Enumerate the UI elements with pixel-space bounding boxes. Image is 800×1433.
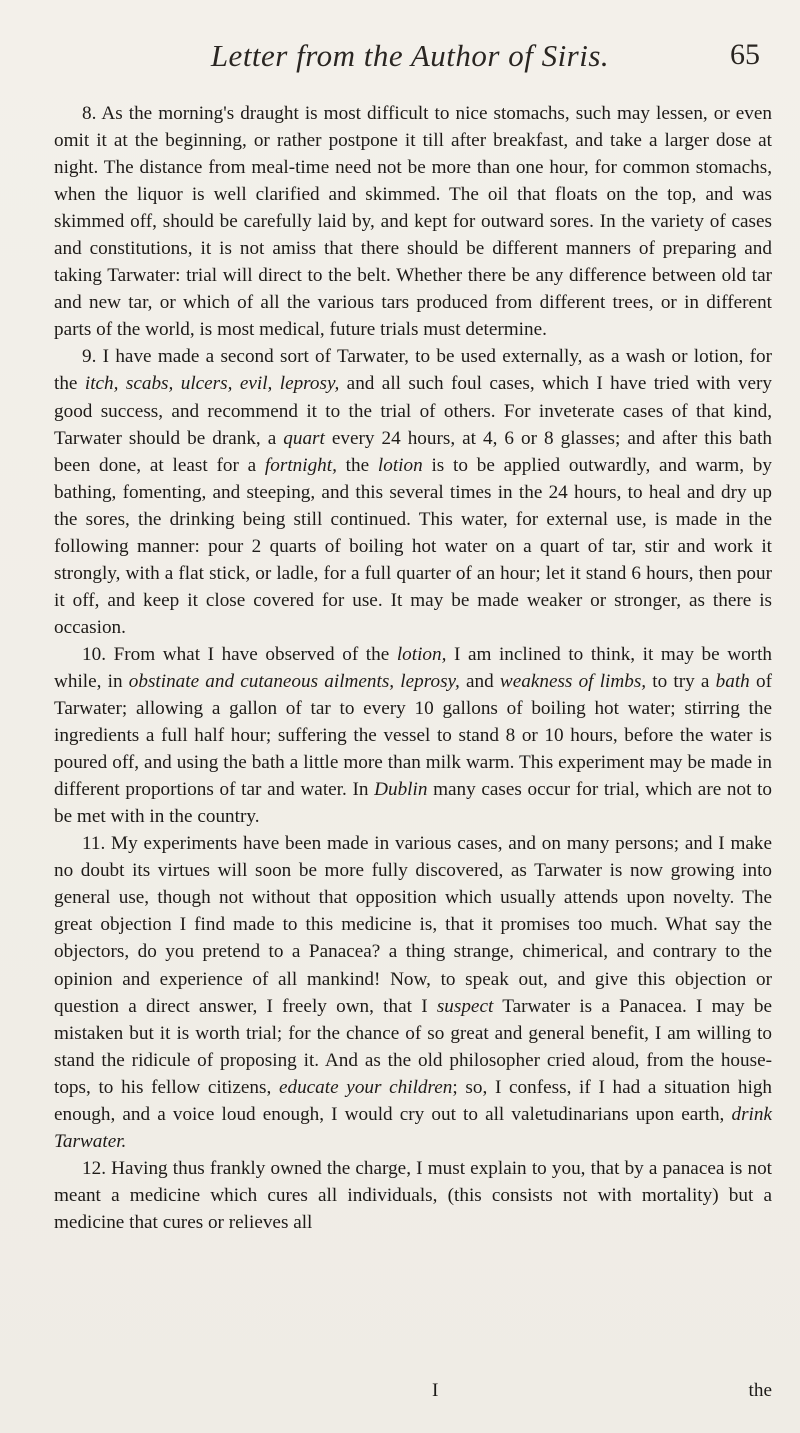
italic-text: lotion, bbox=[396, 643, 447, 665]
page-number: 65 bbox=[730, 38, 760, 71]
text-run: 9. I have made a second sort of Tarwater, to be used externally, as a wash or lotion, for the bbox=[54, 346, 772, 395]
text-run: many cases occur for trial, which are not to be met with in the country. bbox=[54, 779, 773, 828]
italic-text: lotion bbox=[377, 454, 423, 476]
italic-text: itch, scabs, ulcers, evil, leprosy, bbox=[84, 373, 340, 395]
running-title: Letter from the Author of Siris. bbox=[210, 38, 610, 73]
italic-text: quart bbox=[283, 427, 325, 449]
text-run: ; so, I confess, if I had a situation high enough, and a voice loud enough, I would cry out to all valetudinarians upon earth, bbox=[54, 1076, 773, 1125]
paragraph-p9 bbox=[54, 343, 772, 641]
italic-text: drink Tarwater. bbox=[54, 1103, 772, 1152]
text-run: of Tarwater; allowing a gallon of tar to every 10 gallons of boiling hot water; stirring the ingredients a full half hour; suffering the vessel to stand 8 or 10 hours, before the water is poured off, and using the bath a little more than milk warm. This experiment may be made in different proportions of tar and water. In bbox=[54, 670, 772, 801]
italic-text: suspect bbox=[436, 995, 494, 1017]
text-run: and all such foul cases, which I have tried with very good success, and recommend it to the trial of others. For inveterate cases of that kind, Tarwater should be drank, a bbox=[54, 373, 773, 449]
text-run: 11. My experiments have been made in various cases, and on many persons; and I make no doubt its virtues will soon be more fully discovered, as Tarwater is now growing into general use, though not without that opposition which usually attends upon novelty. The great objection I find made to this medicine is, that it promises too much. What say the objectors, do you pretend to a Panacea? a thing strange, chimerical, and contrary to the opinion and experience of all mankind! Now, to speak out, and give this objection or question a direct answer, I freely own, that I bbox=[54, 833, 772, 1017]
page-footer bbox=[54, 1380, 772, 1410]
italic-text: bath bbox=[715, 670, 750, 692]
text-run: to try a bbox=[646, 670, 716, 692]
body-text bbox=[54, 100, 772, 1236]
italic-text: obstinate and cutaneous ailments, leprosy, bbox=[128, 670, 460, 692]
text-run: and bbox=[459, 670, 500, 692]
italic-text: fortnight, bbox=[264, 454, 337, 476]
paragraph-p11 bbox=[54, 830, 772, 1155]
page-header bbox=[60, 38, 760, 78]
italic-text: weakness of limbs, bbox=[499, 670, 647, 692]
signature-mark: I bbox=[432, 1380, 439, 1401]
paragraph-p12 bbox=[54, 1155, 772, 1236]
text-run: I am inclined to think, it may be worth while, in bbox=[54, 643, 772, 692]
paragraph-p10 bbox=[54, 641, 772, 830]
text-run: every 24 hours, at 4, 6 or 8 glasses; and after this bath been done, at least for a bbox=[54, 427, 772, 476]
text-run: is to be applied outwardly, and warm, by bathing, fomenting, and steeping, and this several times in the 24 hours, to heal and dry up the sores, the drinking being still continued. This water, for external use, is made in the following manner: pour 2 quarts of boiling hot water on a quart of tar, stir and work it strongly, with a flat stick, or ladle, for a full quarter of an hour; let it stand 6 hours, then pour it off, and keep it close covered for use. It may be made weaker or stronger, as there is occasion. bbox=[54, 454, 772, 638]
italic-text: educate your children bbox=[278, 1076, 453, 1098]
text-run: Tarwater is a Panacea. I may be mistaken but it is worth trial; for the chance of so great and general benefit, I am willing to stand the ridicule of proposing it. And as the old philosopher cried aloud, from the house-tops, to his fellow citizens, bbox=[54, 995, 772, 1098]
italic-text: Dublin bbox=[374, 779, 428, 801]
text-run: 8. As the morning's draught is most difficult to nice stomachs, such may lessen, or even omit it at the beginning, or rather postpone it till after breakfast, and take a larger dose at night. The distance from meal-time need not be more than one hour, for common stomachs, when the liquor is well clarified and skimmed. The oil that floats on the top, and was skimmed off, should be carefully laid by, and kept for outward sores. In the variety of cases and constitutions, it is not amiss that there should be different manners of preparing and taking Tarwater: trial will direct to the belt. Whether there be any difference between old tar and new tar, or which of all the various tars produced from different trees, or in different parts of the world, is most medical, future trials must determine. bbox=[54, 103, 772, 341]
paragraph-p8 bbox=[54, 100, 772, 343]
catchword: the bbox=[748, 1380, 772, 1401]
text-run: 10. From what I have observed of the bbox=[82, 643, 397, 665]
text-run: the bbox=[336, 454, 378, 476]
text-run: 12. Having thus frankly owned the charge, I must explain to you, that by a panacea is not meant a medicine which cures all individuals, (this consists not with mortality) but a medicine that cures or relieves all bbox=[54, 1157, 772, 1233]
